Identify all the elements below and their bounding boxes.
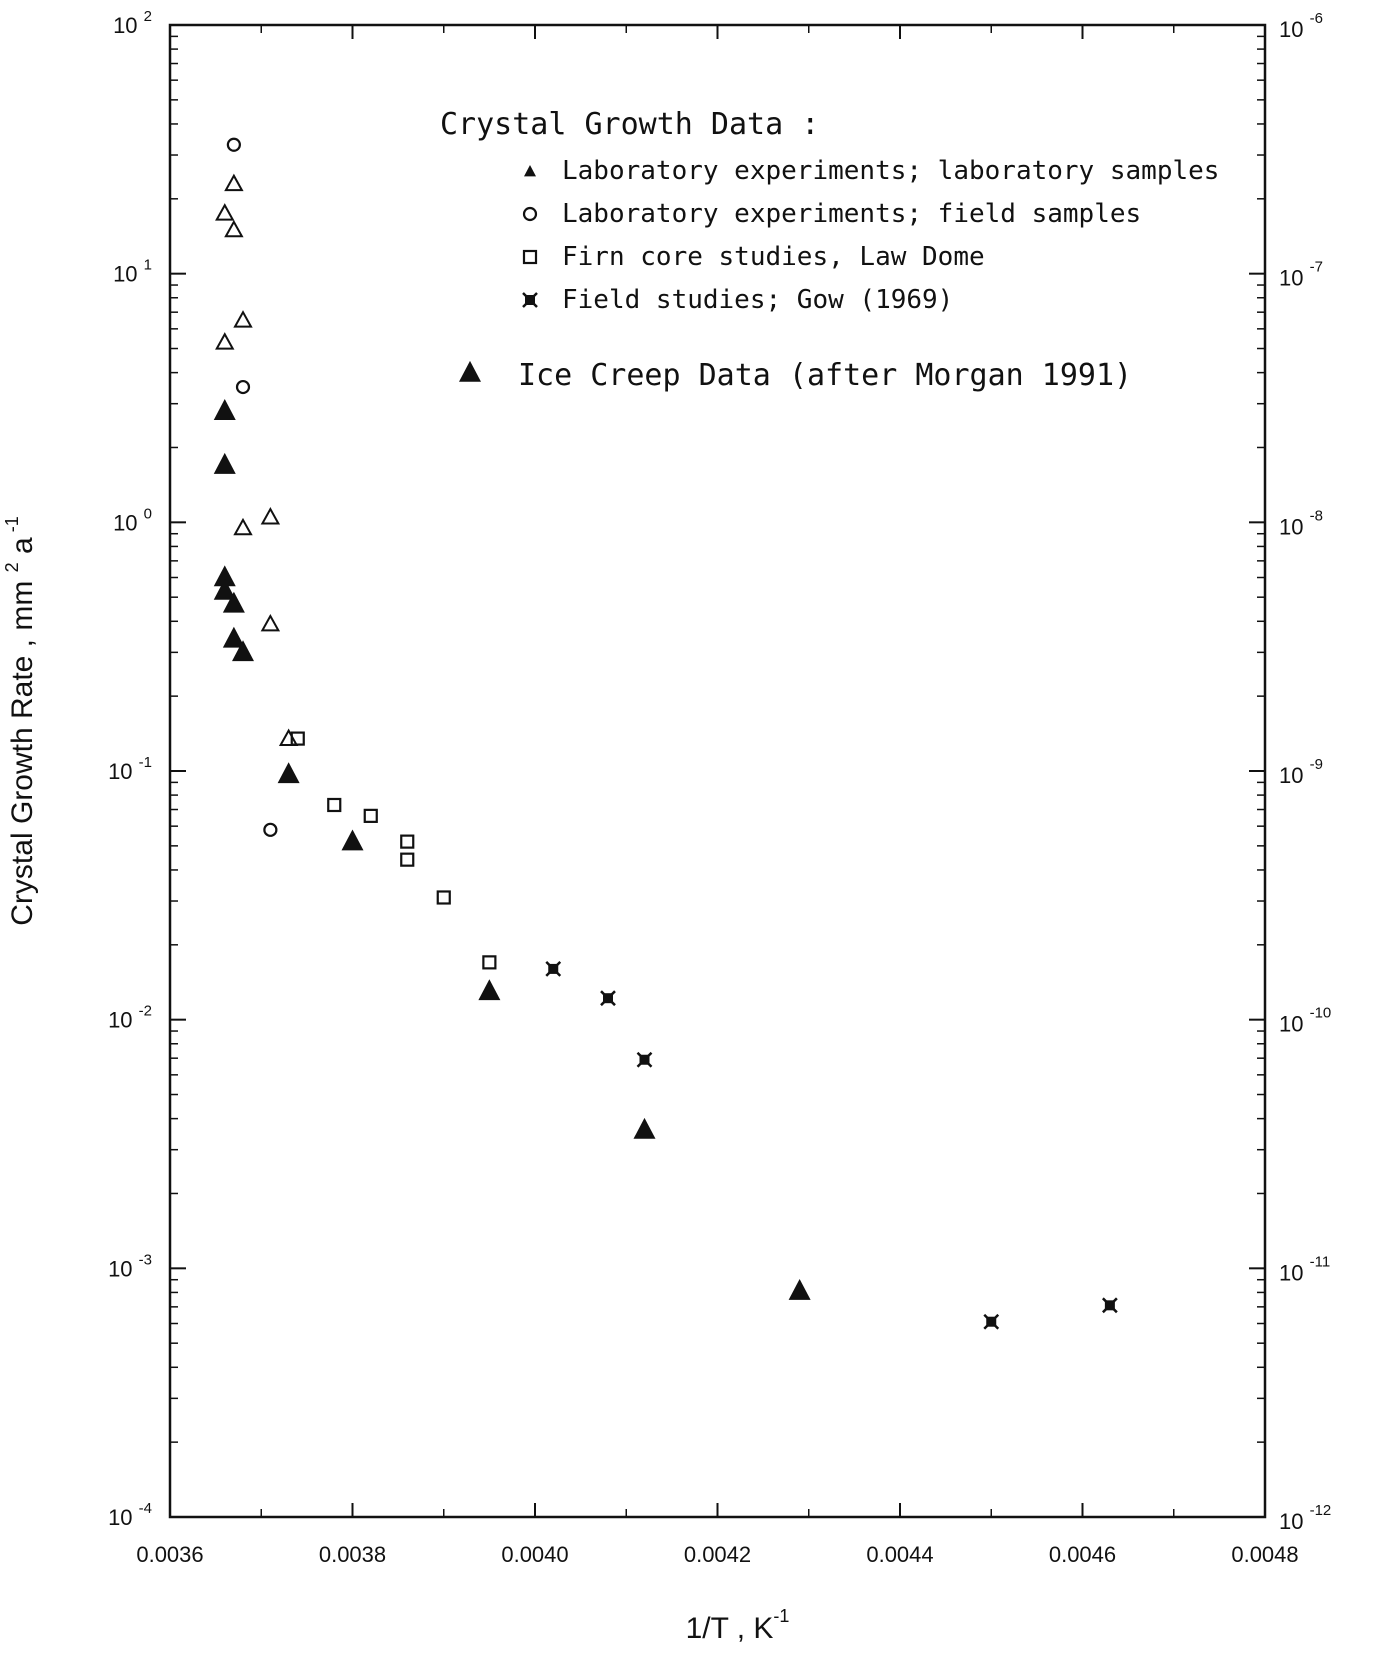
- data-point: [438, 891, 450, 903]
- data-point: [235, 520, 251, 534]
- legend-label: Laboratory experiments; laboratory samples: [562, 156, 1220, 186]
- x-tick-label: 0.0048: [1231, 1542, 1299, 1567]
- legend-marker: [524, 208, 536, 220]
- x-tick-label: 0.0046: [1048, 1542, 1117, 1567]
- data-point: [262, 509, 278, 523]
- data-point: [237, 381, 249, 393]
- data-point: [342, 830, 364, 851]
- legend-label-ice-creep: Ice Creep Data (after Morgan 1991): [518, 358, 1133, 393]
- y-tick-label: 10 $^{-2}$: [108, 1002, 152, 1033]
- x-tick-label: 0.0044: [866, 1542, 934, 1567]
- y2-tick-label: 10 $^{-8}$: [1279, 507, 1323, 540]
- legend-marker: [524, 251, 536, 263]
- data-point: [401, 836, 413, 848]
- data-point: [638, 1053, 652, 1067]
- data-point: [226, 222, 242, 236]
- data-point: [264, 824, 276, 836]
- y2-tick-label: 10 $^{-11}$: [1279, 1253, 1331, 1286]
- series-2: [292, 733, 496, 969]
- y-tick-label: 10 $^0$: [113, 505, 152, 536]
- data-point: [235, 312, 251, 326]
- x-tick-label: 0.0038: [318, 1542, 387, 1567]
- series-0: [217, 176, 297, 745]
- y-axis-title: Crystal Growth Rate , mm $^2$ a $^{-1}$: [2, 516, 39, 926]
- data-point: [789, 1279, 811, 1300]
- data-point: [634, 1118, 656, 1139]
- data-point: [984, 1315, 998, 1329]
- data-point: [217, 205, 233, 219]
- data-point: [262, 616, 278, 630]
- y2-tick-label: 10 $^{-7}$: [1279, 258, 1323, 291]
- data-point: [214, 453, 236, 474]
- data-point: [365, 810, 377, 822]
- y2-tick-label: 10 $^{-12}$: [1279, 1502, 1332, 1534]
- data-point: [226, 176, 242, 190]
- legend-marker: [524, 165, 536, 176]
- x-axis-title: 1/T , $K^{-1}$: [685, 1606, 790, 1645]
- y-tick-label: 10 $^{-1}$: [108, 754, 152, 784]
- data-point: [217, 334, 233, 348]
- y2-tick-label: 10 $^{-10}$: [1279, 1004, 1332, 1037]
- y2-tick-label: 10 $^{-9}$: [1279, 756, 1323, 788]
- data-point: [546, 962, 560, 976]
- legend-label: Firn core studies, Law Dome: [562, 242, 985, 272]
- y2-tick-label: 10 $^{-6}$: [1279, 10, 1323, 42]
- legend-title: Crystal Growth Data :: [440, 107, 820, 142]
- y-tick-label: 10 $^2$: [113, 8, 152, 38]
- data-point: [601, 991, 615, 1005]
- y-tick-label: 10 $^{-4}$: [108, 1500, 152, 1530]
- y-tick-label: 10 $^1$: [113, 256, 152, 287]
- series-4: [214, 399, 811, 1300]
- data-point: [1103, 1298, 1117, 1312]
- y-tick-label: 10 $^{-3}$: [108, 1251, 152, 1282]
- data-point: [278, 762, 300, 783]
- data-point: [478, 979, 500, 1000]
- data-point: [214, 399, 236, 420]
- x-tick-label: 0.0042: [683, 1542, 752, 1567]
- x-tick-label: 0.0036: [136, 1542, 204, 1567]
- legend-label: Field studies; Gow (1969): [562, 285, 954, 315]
- x-tick-label: 0.0040: [501, 1542, 569, 1567]
- data-point: [483, 956, 495, 968]
- legend-marker-ice-creep: [459, 361, 481, 382]
- data-point: [401, 854, 413, 866]
- series-1: [228, 139, 277, 836]
- data-point: [328, 799, 340, 811]
- legend-label: Laboratory experiments; field samples: [562, 199, 1142, 229]
- series-3: [546, 962, 1117, 1329]
- data-point: [228, 139, 240, 151]
- legend-marker: [523, 293, 537, 307]
